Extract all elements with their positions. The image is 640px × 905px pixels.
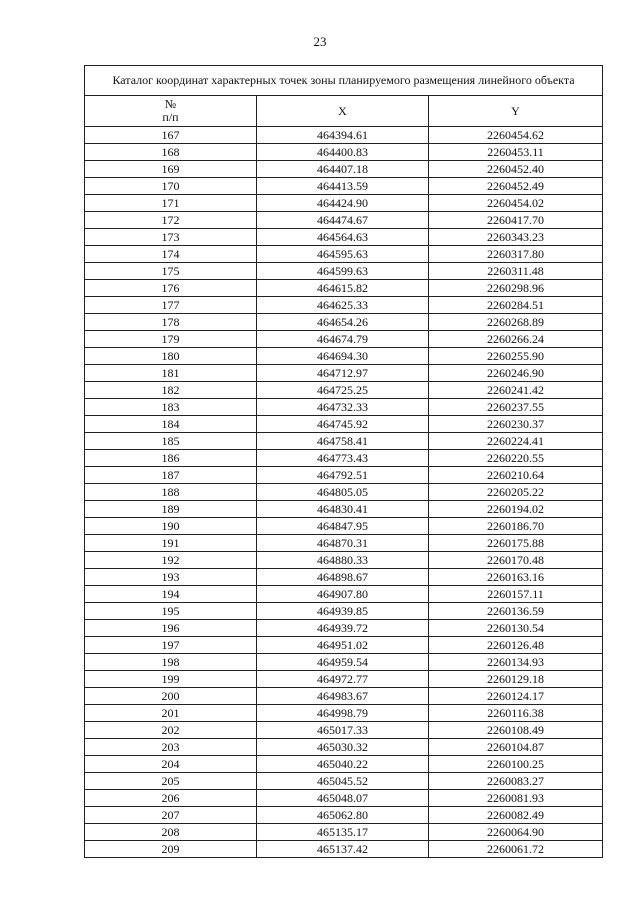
- y-coordinate-cell: 2260311.48: [429, 263, 603, 280]
- y-coordinate-cell: 2260284.51: [429, 297, 603, 314]
- point-number-cell: 170: [85, 178, 257, 195]
- point-number-cell: 167: [85, 127, 257, 144]
- x-coordinate-cell: 464870.31: [257, 535, 429, 552]
- x-coordinate-cell: 464625.33: [257, 297, 429, 314]
- x-coordinate-cell: 464939.72: [257, 620, 429, 637]
- table-row: [85, 450, 603, 467]
- point-number-cell: 206: [85, 790, 257, 807]
- x-coordinate-cell: 464758.41: [257, 433, 429, 450]
- table-row: [85, 246, 603, 263]
- point-number-cell: 209: [85, 841, 257, 858]
- table-row: [85, 705, 603, 722]
- x-coordinate-cell: 465045.52: [257, 773, 429, 790]
- x-coordinate-cell: 464654.26: [257, 314, 429, 331]
- point-number-cell: 191: [85, 535, 257, 552]
- point-number-cell: 176: [85, 280, 257, 297]
- y-coordinate-cell: 2260194.02: [429, 501, 603, 518]
- column-header-number: [85, 96, 257, 127]
- table-row: [85, 433, 603, 450]
- point-number-cell: 175: [85, 263, 257, 280]
- x-coordinate-cell: 464939.85: [257, 603, 429, 620]
- y-coordinate-cell: 2260163.16: [429, 569, 603, 586]
- table-row: [85, 314, 603, 331]
- y-coordinate-cell: 2260175.88: [429, 535, 603, 552]
- x-coordinate-cell: 465048.07: [257, 790, 429, 807]
- y-coordinate-cell: 2260129.18: [429, 671, 603, 688]
- coordinate-catalog-table: [84, 65, 603, 858]
- y-coordinate-cell: 2260108.49: [429, 722, 603, 739]
- point-number-cell: 168: [85, 144, 257, 161]
- y-coordinate-cell: 2260230.37: [429, 416, 603, 433]
- table-row: [85, 535, 603, 552]
- table-row: [85, 348, 603, 365]
- point-number-cell: 195: [85, 603, 257, 620]
- table-row: [85, 331, 603, 348]
- y-coordinate-cell: 2260186.70: [429, 518, 603, 535]
- table-row: [85, 773, 603, 790]
- y-coordinate-cell: 2260266.24: [429, 331, 603, 348]
- table-row: [85, 824, 603, 841]
- y-coordinate-cell: 2260064.90: [429, 824, 603, 841]
- table-row: [85, 467, 603, 484]
- y-coordinate-cell: 2260061.72: [429, 841, 603, 858]
- y-coordinate-cell: 2260130.54: [429, 620, 603, 637]
- point-number-cell: 173: [85, 229, 257, 246]
- y-coordinate-cell: 2260116.38: [429, 705, 603, 722]
- point-number-cell: 207: [85, 807, 257, 824]
- table-row: [85, 569, 603, 586]
- table-body: [85, 127, 603, 858]
- y-coordinate-cell: 2260454.02: [429, 195, 603, 212]
- column-header-y: Y: [429, 96, 603, 127]
- x-coordinate-cell: 464595.63: [257, 246, 429, 263]
- table-row: [85, 127, 603, 144]
- x-coordinate-cell: 464615.82: [257, 280, 429, 297]
- x-coordinate-cell: 465137.42: [257, 841, 429, 858]
- table-row: [85, 756, 603, 773]
- x-coordinate-cell: 464599.63: [257, 263, 429, 280]
- point-number-cell: 205: [85, 773, 257, 790]
- x-coordinate-cell: 464407.18: [257, 161, 429, 178]
- x-coordinate-cell: 464972.77: [257, 671, 429, 688]
- table-row: [85, 552, 603, 569]
- number-symbol: №: [164, 97, 177, 111]
- point-number-cell: 181: [85, 365, 257, 382]
- y-coordinate-cell: 2260268.89: [429, 314, 603, 331]
- table-title: Каталог координат характерных точек зоны планируемого размещения линейного объекта: [85, 66, 603, 96]
- point-number-cell: 187: [85, 467, 257, 484]
- table-row: [85, 263, 603, 280]
- table-row: [85, 671, 603, 688]
- point-number-cell: 179: [85, 331, 257, 348]
- point-number-cell: 184: [85, 416, 257, 433]
- point-number-cell: 189: [85, 501, 257, 518]
- x-coordinate-cell: 464847.95: [257, 518, 429, 535]
- y-coordinate-cell: 2260104.87: [429, 739, 603, 756]
- x-coordinate-cell: 465030.32: [257, 739, 429, 756]
- x-coordinate-cell: 464413.59: [257, 178, 429, 195]
- y-coordinate-cell: 2260205.22: [429, 484, 603, 501]
- page-number: 23: [313, 34, 327, 49]
- point-number-cell: 193: [85, 569, 257, 586]
- x-coordinate-cell: 464725.25: [257, 382, 429, 399]
- table-row: [85, 688, 603, 705]
- point-number-cell: 202: [85, 722, 257, 739]
- table-row: [85, 382, 603, 399]
- x-coordinate-cell: 464674.79: [257, 331, 429, 348]
- y-coordinate-cell: 2260082.49: [429, 807, 603, 824]
- x-coordinate-cell: 464805.05: [257, 484, 429, 501]
- point-number-cell: 208: [85, 824, 257, 841]
- x-coordinate-cell: 464792.51: [257, 467, 429, 484]
- x-coordinate-cell: 464694.30: [257, 348, 429, 365]
- x-coordinate-cell: 464959.54: [257, 654, 429, 671]
- y-coordinate-cell: 2260417.70: [429, 212, 603, 229]
- y-coordinate-cell: 2260246.90: [429, 365, 603, 382]
- column-header-x: X: [257, 96, 429, 127]
- table-row: [85, 518, 603, 535]
- x-coordinate-cell: 465040.22: [257, 756, 429, 773]
- y-coordinate-cell: 2260220.55: [429, 450, 603, 467]
- point-number-cell: 201: [85, 705, 257, 722]
- point-number-cell: 169: [85, 161, 257, 178]
- table-row: [85, 586, 603, 603]
- x-coordinate-cell: 464830.41: [257, 501, 429, 518]
- table-row: [85, 654, 603, 671]
- y-coordinate-cell: 2260452.40: [429, 161, 603, 178]
- y-coordinate-cell: 2260210.64: [429, 467, 603, 484]
- point-number-cell: 171: [85, 195, 257, 212]
- y-coordinate-cell: 2260255.90: [429, 348, 603, 365]
- table-row: [85, 161, 603, 178]
- y-coordinate-cell: 2260453.11: [429, 144, 603, 161]
- x-coordinate-cell: 465017.33: [257, 722, 429, 739]
- x-coordinate-cell: 464732.33: [257, 399, 429, 416]
- y-coordinate-cell: 2260241.42: [429, 382, 603, 399]
- table-row: [85, 416, 603, 433]
- x-coordinate-cell: 464907.80: [257, 586, 429, 603]
- y-coordinate-cell: 2260452.49: [429, 178, 603, 195]
- table-row: [85, 365, 603, 382]
- point-number-cell: 172: [85, 212, 257, 229]
- point-number-cell: 204: [85, 756, 257, 773]
- x-coordinate-cell: 464400.83: [257, 144, 429, 161]
- x-coordinate-cell: 464898.67: [257, 569, 429, 586]
- table-row: [85, 144, 603, 161]
- x-coordinate-cell: 465062.80: [257, 807, 429, 824]
- y-coordinate-cell: 2260343.23: [429, 229, 603, 246]
- x-coordinate-cell: 464474.67: [257, 212, 429, 229]
- x-coordinate-cell: 464712.97: [257, 365, 429, 382]
- y-coordinate-cell: 2260237.55: [429, 399, 603, 416]
- table-row: [85, 195, 603, 212]
- y-coordinate-cell: 2260100.25: [429, 756, 603, 773]
- point-number-cell: 183: [85, 399, 257, 416]
- number-abbrev: п/п: [162, 110, 179, 124]
- y-coordinate-cell: 2260298.96: [429, 280, 603, 297]
- table-row: [85, 399, 603, 416]
- point-number-cell: 178: [85, 314, 257, 331]
- x-coordinate-cell: 464998.79: [257, 705, 429, 722]
- y-coordinate-cell: 2260083.27: [429, 773, 603, 790]
- table-row: [85, 620, 603, 637]
- y-coordinate-cell: 2260081.93: [429, 790, 603, 807]
- y-coordinate-cell: 2260454.62: [429, 127, 603, 144]
- table-row: [85, 790, 603, 807]
- y-coordinate-cell: 2260134.93: [429, 654, 603, 671]
- x-coordinate-cell: 464394.61: [257, 127, 429, 144]
- point-number-cell: 196: [85, 620, 257, 637]
- point-number-cell: 185: [85, 433, 257, 450]
- y-coordinate-cell: 2260126.48: [429, 637, 603, 654]
- table-row: [85, 841, 603, 858]
- table-row: [85, 722, 603, 739]
- x-coordinate-cell: 464951.02: [257, 637, 429, 654]
- point-number-cell: 186: [85, 450, 257, 467]
- table-row: [85, 178, 603, 195]
- point-number-cell: 192: [85, 552, 257, 569]
- table-row: [85, 229, 603, 246]
- table-row: [85, 484, 603, 501]
- table-row: [85, 739, 603, 756]
- table-row: [85, 603, 603, 620]
- x-coordinate-cell: 464880.33: [257, 552, 429, 569]
- point-number-cell: 199: [85, 671, 257, 688]
- x-coordinate-cell: 464424.90: [257, 195, 429, 212]
- point-number-cell: 194: [85, 586, 257, 603]
- table-row: [85, 280, 603, 297]
- y-coordinate-cell: 2260136.59: [429, 603, 603, 620]
- y-coordinate-cell: 2260317.80: [429, 246, 603, 263]
- x-coordinate-cell: 464745.92: [257, 416, 429, 433]
- point-number-cell: 177: [85, 297, 257, 314]
- point-number-cell: 180: [85, 348, 257, 365]
- point-number-cell: 182: [85, 382, 257, 399]
- x-coordinate-cell: 464564.63: [257, 229, 429, 246]
- x-coordinate-cell: 464773.43: [257, 450, 429, 467]
- point-number-cell: 174: [85, 246, 257, 263]
- y-coordinate-cell: 2260157.11: [429, 586, 603, 603]
- point-number-cell: 188: [85, 484, 257, 501]
- y-coordinate-cell: 2260170.48: [429, 552, 603, 569]
- table-row: [85, 501, 603, 518]
- x-coordinate-cell: 465135.17: [257, 824, 429, 841]
- table-row: [85, 297, 603, 314]
- point-number-cell: 203: [85, 739, 257, 756]
- point-number-cell: 198: [85, 654, 257, 671]
- table-row: [85, 212, 603, 229]
- x-coordinate-cell: 464983.67: [257, 688, 429, 705]
- point-number-cell: 190: [85, 518, 257, 535]
- table-row: [85, 637, 603, 654]
- y-coordinate-cell: 2260124.17: [429, 688, 603, 705]
- point-number-cell: 200: [85, 688, 257, 705]
- table-row: [85, 807, 603, 824]
- y-coordinate-cell: 2260224.41: [429, 433, 603, 450]
- point-number-cell: 197: [85, 637, 257, 654]
